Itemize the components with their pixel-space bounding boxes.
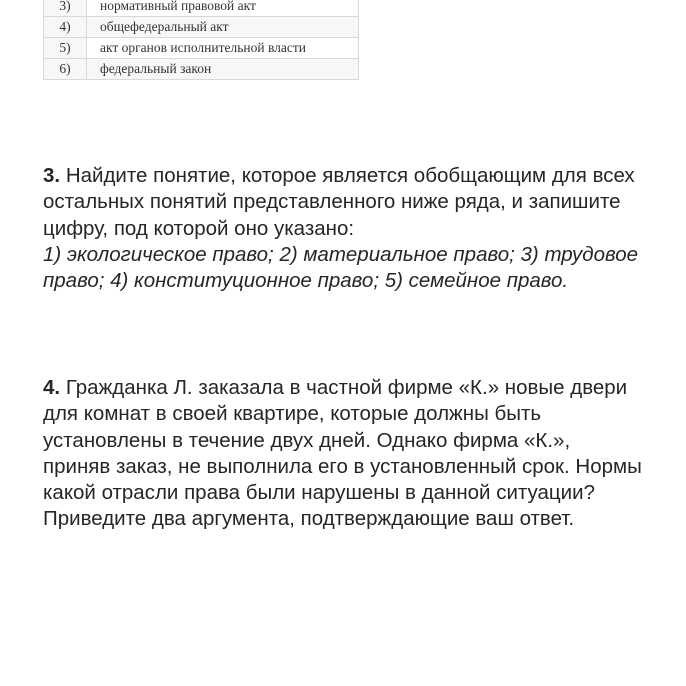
question-3 [43, 163, 643, 294]
option-text: акт органов исполнительной власти [87, 38, 359, 59]
option-number: 3) [44, 0, 87, 17]
table-row [44, 17, 359, 38]
question-4 [43, 375, 643, 533]
table-row [44, 59, 359, 80]
option-text: нормативный правовой акт [87, 0, 359, 17]
question-number: 3. [43, 164, 61, 187]
option-text: федеральный закон [87, 59, 359, 80]
question-options: 1) экологическое право; 2) материальное право; 3) трудовое право; 4) конституционное право; 5) семейное право. [43, 242, 639, 293]
option-text: общефедеральный акт [87, 17, 359, 38]
question-number: 4. [43, 376, 61, 399]
table-row [44, 0, 359, 17]
table-row [44, 38, 359, 59]
question-text: Гражданка Л. заказала в частной фирме «К.» новые двери для комнат в своей квартире, которые должны быть установлены в течение двух дней. Однако фирма «К.», приняв заказ, не выполнила его в установленный срок. Нормы какой отрасли права были нарушены в данной ситуации? Приведите два аргумента, подтверждающие ваш ответ. [43, 376, 642, 531]
option-number: 4) [44, 17, 87, 38]
question-text: Найдите понятие, которое является обобщающим для всех остальных понятий представленного ниже ряда, и запишите цифру, под которой оно указано: [43, 164, 635, 240]
option-number: 6) [44, 59, 87, 80]
option-number: 5) [44, 38, 87, 59]
answer-options-table [43, 0, 359, 80]
